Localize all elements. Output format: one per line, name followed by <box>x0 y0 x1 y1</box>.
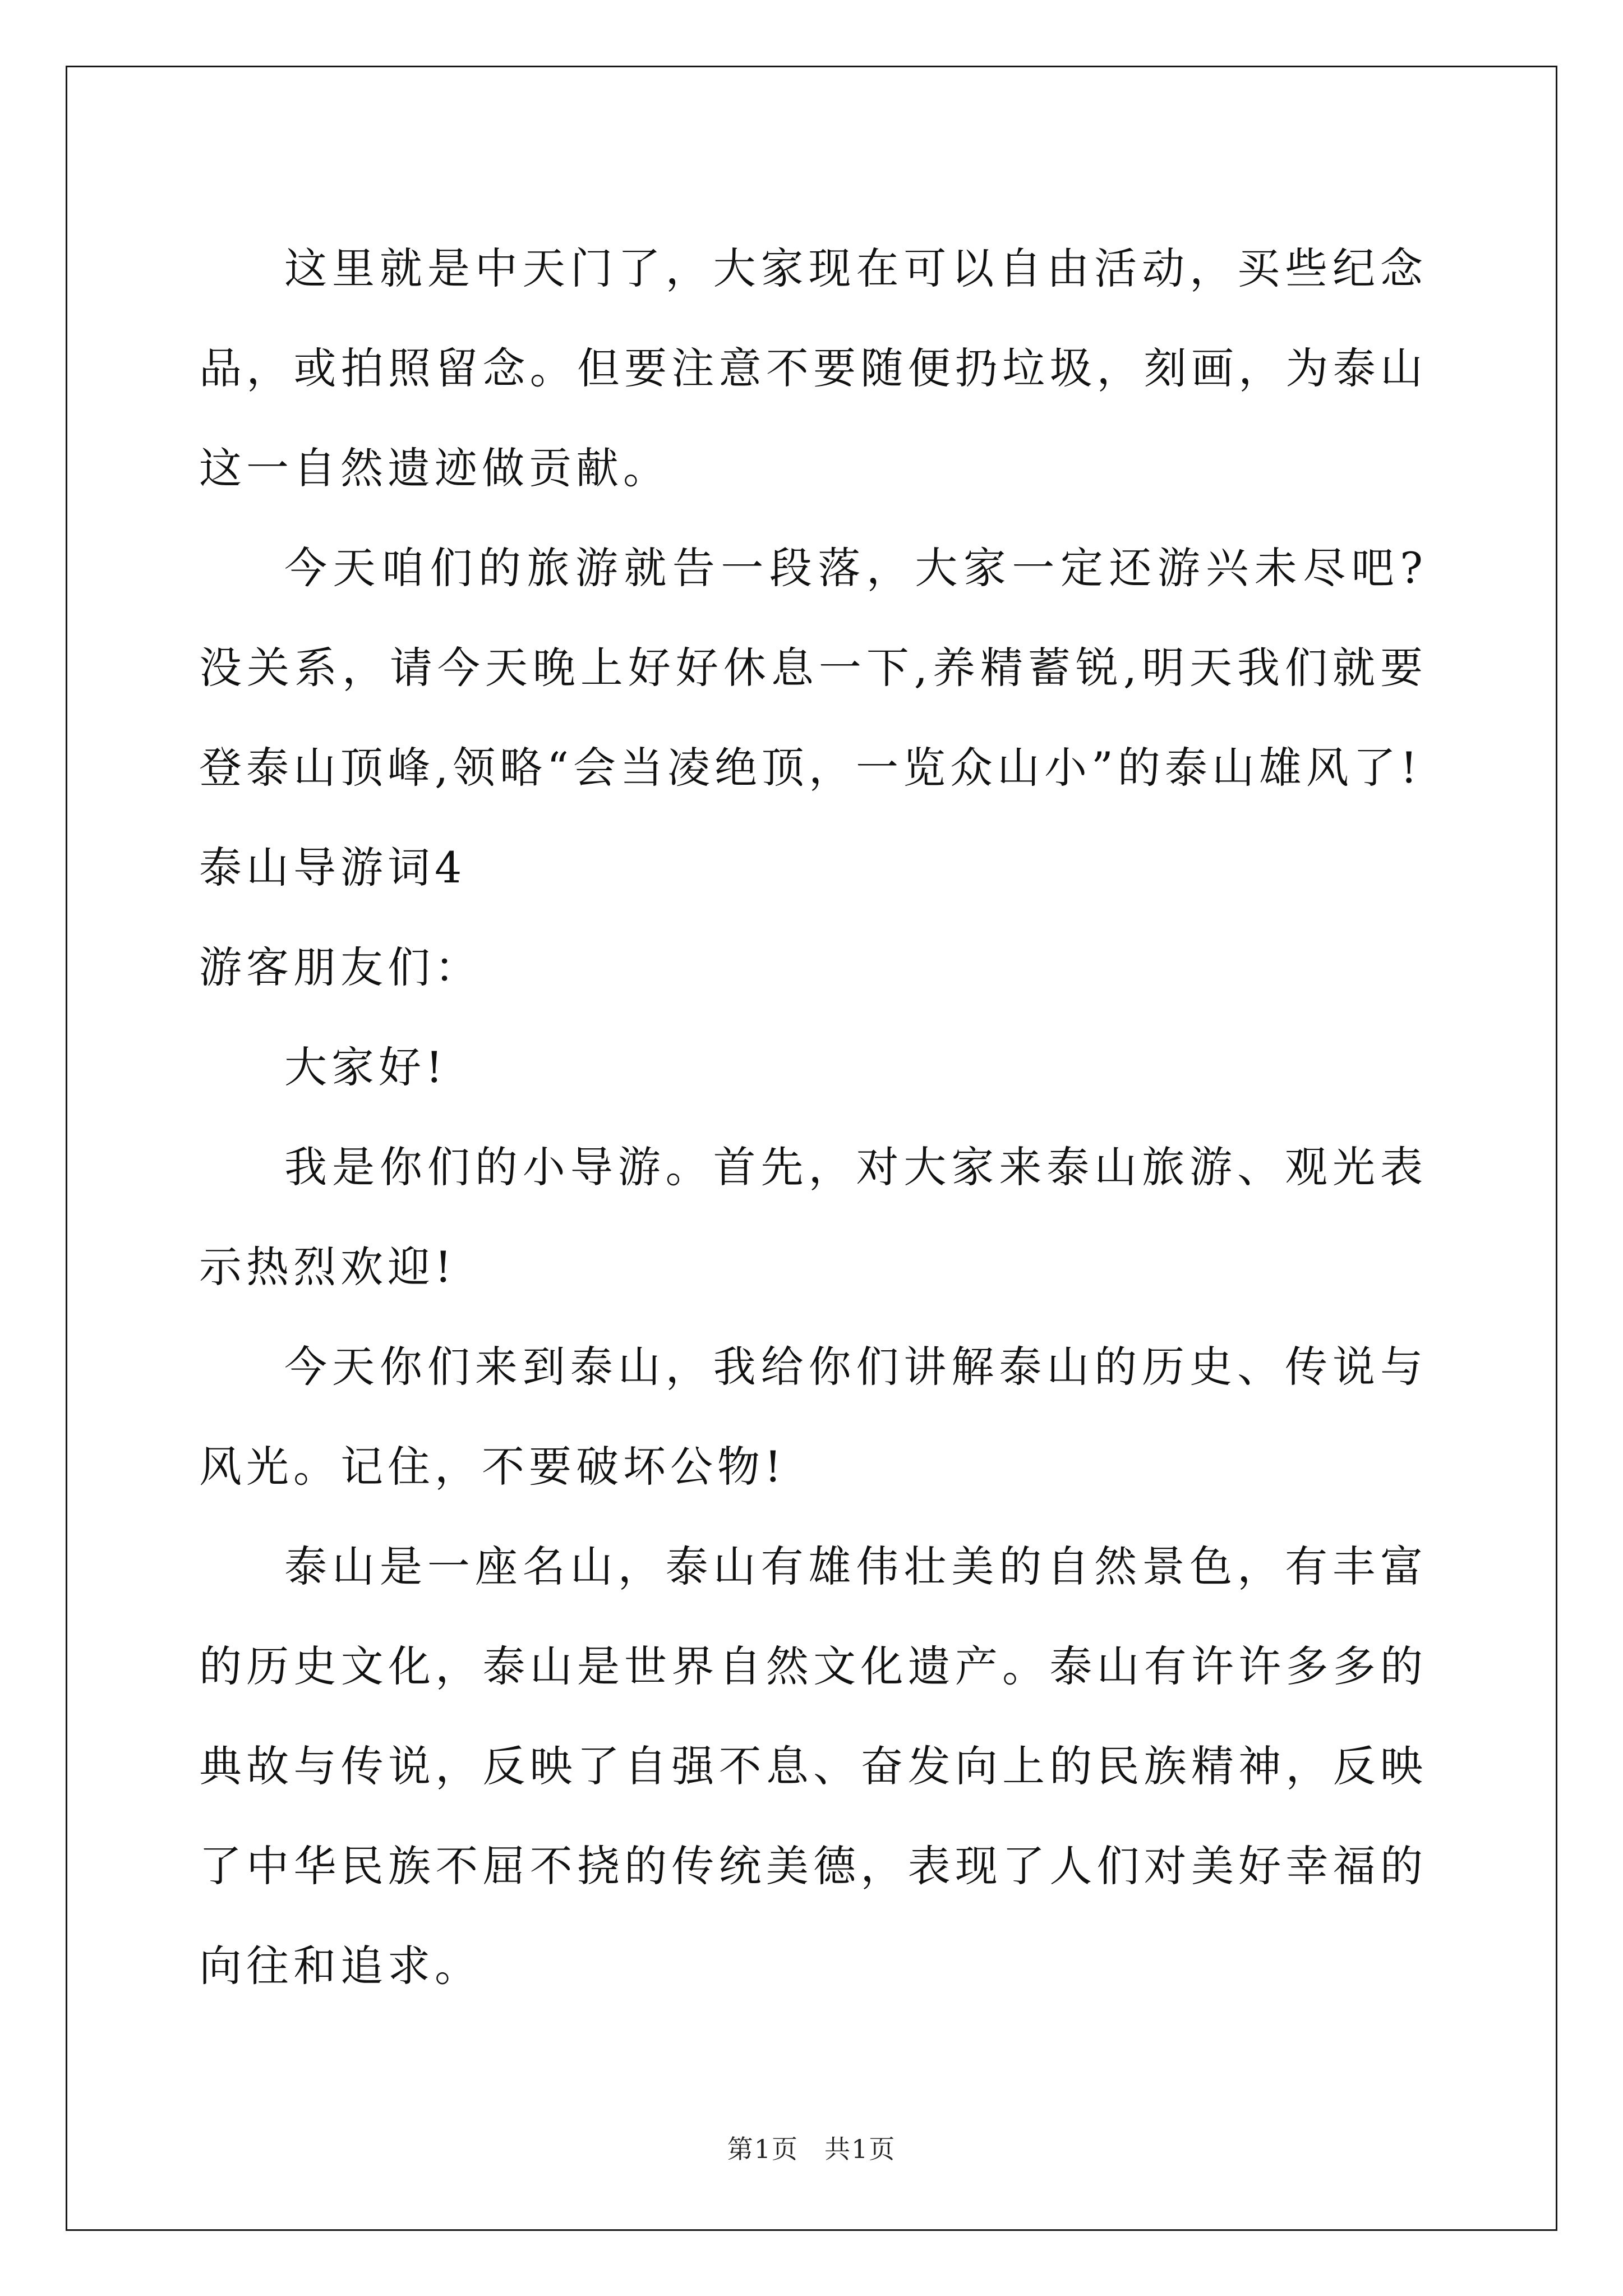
greeting-salutation: 游客朋友们： <box>199 942 482 992</box>
paragraph-taishan-description: 泰山是一座名山，泰山有雄伟壮美的自然景色，有丰富的历史文化，泰山是世界自然文化遗产。泰山有许许多多的典故与传说，反映了自强不息、奋发向上的民族精神，反映了中华民族不屈不挠的传统美德，表现了人们对美好幸福的向往和追求。 <box>199 1542 1427 1991</box>
page-number: 第1页 <box>727 2134 799 2164</box>
document-body <box>199 219 1427 2016</box>
section-heading: 泰山导游词4 <box>199 843 467 892</box>
paragraph-welcome: 我是你们的小导游。首先，对大家来泰山旅游、观光表示热烈欢迎! <box>199 1142 1427 1292</box>
page-footer <box>0 2129 1623 2166</box>
page-total: 共1页 <box>824 2134 896 2164</box>
paragraph-zhongtianmen: 这里就是中天门了，大家现在可以自由活动，买些纪念品，或拍照留念。但要注意不要随便扔垃圾，刻画，为泰山这一自然遗迹做贡献。 <box>199 243 1427 493</box>
greeting-hello: 大家好! <box>284 1042 448 1092</box>
paragraph-tour-end: 今天咱们的旅游就告一段落，大家一定还游兴未尽吧?没关系，请今天晚上好好休息一下,养精蓄锐,明天我们就要登泰山顶峰,领略“会当凌绝顶，一览众山小”的泰山雄风了! <box>199 543 1427 793</box>
paragraph-introduction: 今天你们来到泰山，我给你们讲解泰山的历史、传说与风光。记住，不要破坏公物! <box>199 1342 1427 1492</box>
